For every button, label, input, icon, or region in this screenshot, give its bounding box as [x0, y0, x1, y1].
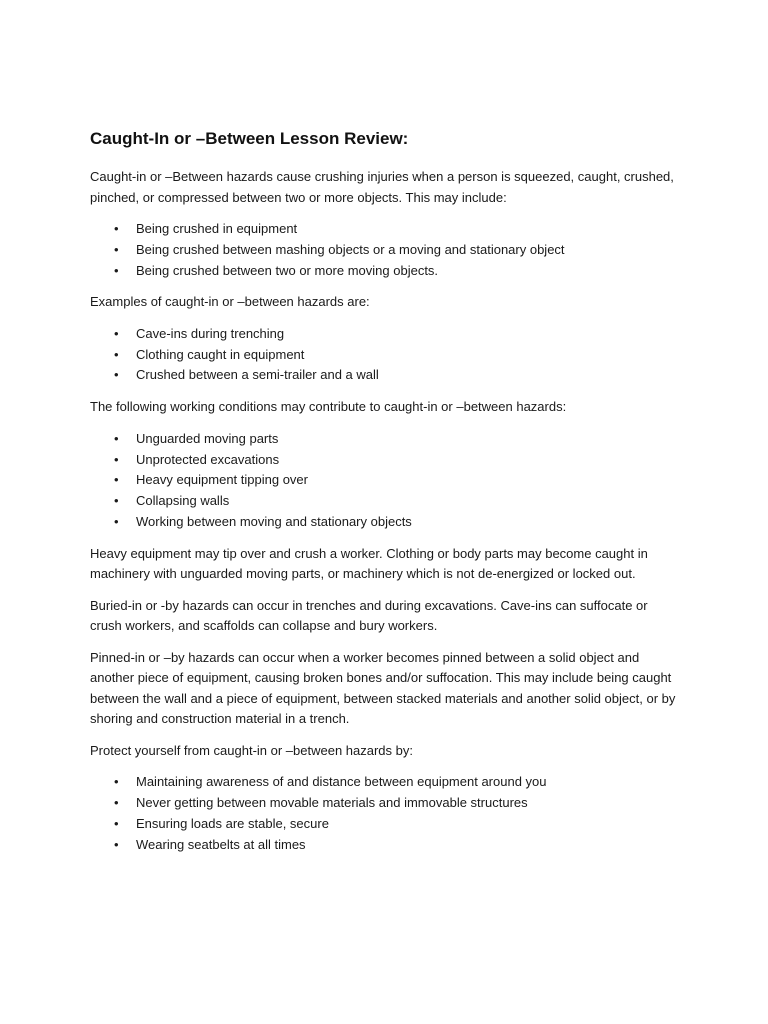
- list-item: [90, 512, 682, 533]
- list-item-text: Being crushed between mashing objects or a moving and stationary object: [136, 241, 565, 257]
- list-item: [90, 814, 682, 835]
- list-item-text: Being crushed in equipment: [136, 221, 298, 236]
- bullet-icon: •: [114, 836, 119, 852]
- pinned-paragraph: Pinned-in or –by hazards can occur when a worker becomes pinned between a solid object and another piece of equipment, causing broken bones and/or suffocation. This may include being caught between the wall and a piece of equipment, between stacked materials and another solid object, or by shoring and construction material in a trench.: [90, 649, 676, 727]
- conditions-heading: The following working conditions may contribute to caught-in or –between hazards:: [90, 399, 567, 415]
- bullet-icon: •: [114, 430, 119, 446]
- conditions-list: [90, 429, 682, 533]
- list-item: [90, 240, 682, 261]
- bullet-icon: •: [114, 493, 119, 509]
- list-item-text: Working between moving and stationary objects: [136, 513, 412, 529]
- list-item: [90, 793, 682, 814]
- list-item-text: Ensuring loads are stable, secure: [136, 815, 329, 831]
- intro-list: [90, 219, 682, 281]
- bullet-icon: •: [114, 262, 119, 278]
- bullet-icon: •: [114, 815, 119, 831]
- list-item: [90, 261, 682, 282]
- heavy-equipment-paragraph: Heavy equipment may tip over and crush a worker. Clothing or body parts may become caught in machinery with unguarded moving parts, or machinery which is not de-energized or locked out.: [90, 545, 648, 582]
- list-item-text: Unguarded moving parts: [136, 430, 279, 446]
- bullet-icon: •: [114, 325, 119, 341]
- list-item: [90, 324, 682, 345]
- bullet-icon: •: [114, 221, 119, 236]
- list-item: [90, 365, 682, 386]
- list-item: [90, 491, 682, 512]
- bullet-icon: •: [114, 241, 119, 257]
- list-item: [90, 429, 682, 450]
- list-item-text: Clothing caught in equipment: [136, 346, 305, 362]
- list-item-text: Unprotected excavations: [136, 451, 280, 467]
- protect-heading: Protect yourself from caught-in or –between hazards by:: [90, 742, 413, 758]
- bullet-icon: •: [114, 346, 119, 362]
- list-item-text: Heavy equipment tipping over: [136, 472, 308, 488]
- bullet-icon: •: [114, 367, 119, 383]
- list-item-text: Never getting between movable materials and immovable structures: [136, 795, 528, 811]
- examples-heading: Examples of caught-in or –between hazards are:: [90, 294, 370, 310]
- list-item: [90, 345, 682, 366]
- protect-list: [90, 772, 682, 855]
- bullet-icon: •: [114, 451, 119, 467]
- list-item: [90, 835, 682, 856]
- list-item: [90, 450, 682, 471]
- list-item: [90, 772, 682, 793]
- bullet-icon: •: [114, 774, 119, 790]
- buried-paragraph: Buried-in or -by hazards can occur in trenches and during excavations. Cave-ins can suffocate or crush workers, and scaffolds can collapse and bury workers.: [90, 597, 648, 634]
- examples-list: [90, 324, 682, 386]
- intro-paragraph: Caught-in or –Between hazards cause crushing injuries when a person is squeezed, caught, crushed, pinched, or compressed between two or more objects. This may include:: [90, 169, 674, 205]
- list-item-text: Maintaining awareness of and distance between equipment around you: [136, 774, 547, 790]
- list-item: [90, 219, 682, 240]
- page-title: Caught-In or –Between Lesson Review:: [90, 129, 409, 148]
- list-item-text: Crushed between a semi-trailer and a wall: [136, 367, 379, 383]
- list-item-text: Being crushed between two or more moving objects.: [136, 262, 439, 278]
- list-item-text: Cave-ins during trenching: [136, 325, 285, 341]
- bullet-icon: •: [114, 472, 119, 488]
- list-item-text: Wearing seatbelts at all times: [136, 836, 306, 852]
- list-item-text: Collapsing walls: [136, 493, 230, 509]
- list-item: [90, 470, 682, 491]
- bullet-icon: •: [114, 795, 119, 811]
- bullet-icon: •: [114, 513, 119, 529]
